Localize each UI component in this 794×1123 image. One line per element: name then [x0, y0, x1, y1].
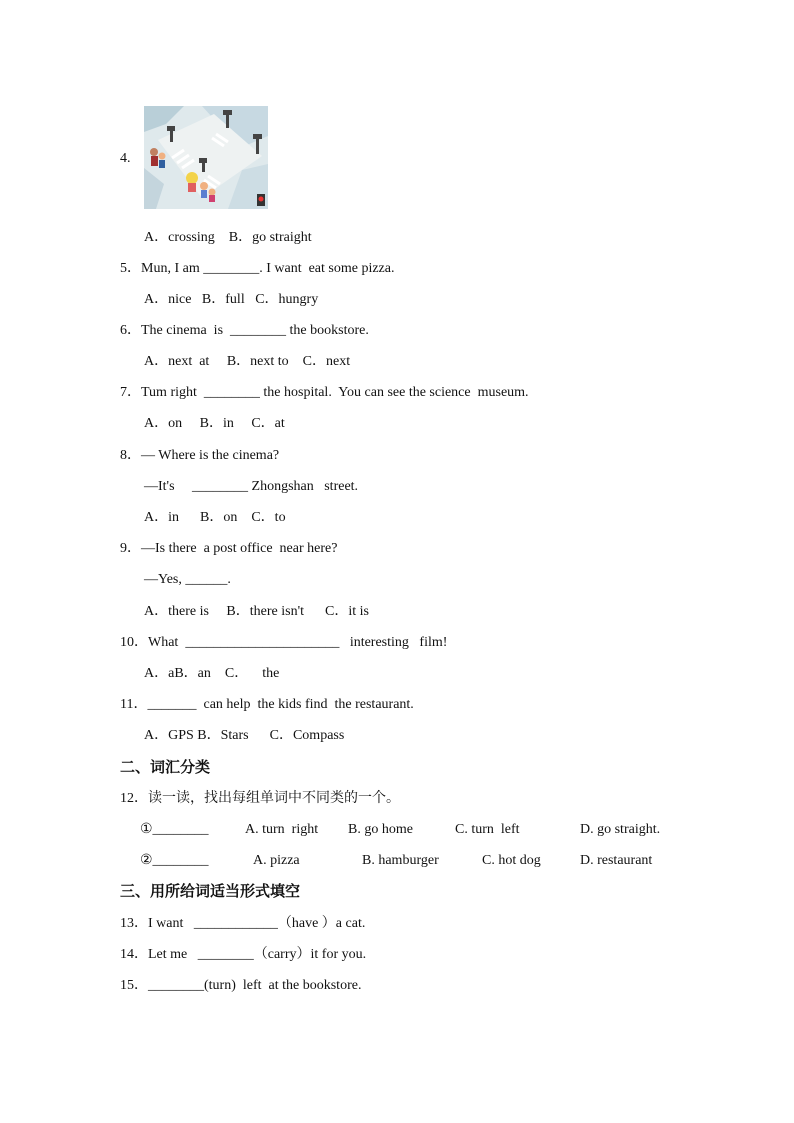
- section-3-heading: 三、用所给词适当形式填空: [120, 882, 301, 900]
- question-8-answer: —It's ________ Zhongshan street.: [144, 479, 359, 494]
- street-crossing-illustration: [144, 106, 268, 209]
- question-9-answer: —Yes, ______.: [144, 572, 231, 587]
- row-1-option-c: C. turn left: [455, 822, 520, 837]
- row-1-option-d: D. go straight.: [580, 822, 661, 837]
- row-2-option-d: D. restaurant: [580, 853, 653, 868]
- row-2-blank: ②________: [140, 853, 209, 868]
- question-5-options: A．nice B．full C．hungry: [144, 292, 319, 307]
- question-12-stem: 12．读一读，找出每组单词中不同类的一个。: [120, 791, 400, 806]
- question-6-stem: 6．The cinema is ________ the bookstore.: [120, 323, 369, 338]
- question-6-options: A．next at B．next to C．next: [144, 354, 351, 369]
- question-9-options: A．there is B．there isn't C．it is: [144, 604, 369, 619]
- question-8-options: A．in B．on C．to: [144, 510, 286, 525]
- row-2-option-c: C. hot dog: [482, 853, 541, 868]
- question-11-stem: 11．_______ can help the kids find the restaurant.: [120, 697, 414, 712]
- row-1-blank: ①________: [140, 822, 209, 837]
- question-10-options: A．aB．an C． the: [144, 666, 280, 681]
- row-1-option-b: B. go home: [348, 822, 413, 837]
- question-4-options: A．crossing B．go straight: [144, 230, 312, 245]
- question-7-stem: 7．Tum right ________ the hospital. You can see the science museum.: [120, 385, 529, 400]
- question-14: 14．Let me ________（carry）it for you.: [120, 947, 367, 962]
- question-13: 13．I want ____________（have ）a cat.: [120, 916, 366, 931]
- question-15: 15．________(turn) left at the bookstore.: [120, 978, 362, 993]
- row-2-option-a: A. pizza: [253, 853, 300, 868]
- question-9-stem: 9．—Is there a post office near here?: [120, 541, 338, 556]
- section-2-heading: 二、词汇分类: [120, 758, 211, 776]
- question-5-stem: 5．Mun, I am ________. I want eat some pizza.: [120, 261, 395, 276]
- question-11-options: A．GPS B．Stars C．Compass: [144, 728, 345, 743]
- row-1-option-a: A. turn right: [245, 822, 319, 837]
- row-2-option-b: B. hamburger: [362, 853, 439, 868]
- question-8-stem: 8．— Where is the cinema?: [120, 448, 280, 463]
- question-10-stem: 10．What ______________________ interesting film!: [120, 635, 448, 650]
- question-7-options: A．on B．in C．at: [144, 416, 285, 431]
- question-4-number: 4.: [120, 151, 131, 166]
